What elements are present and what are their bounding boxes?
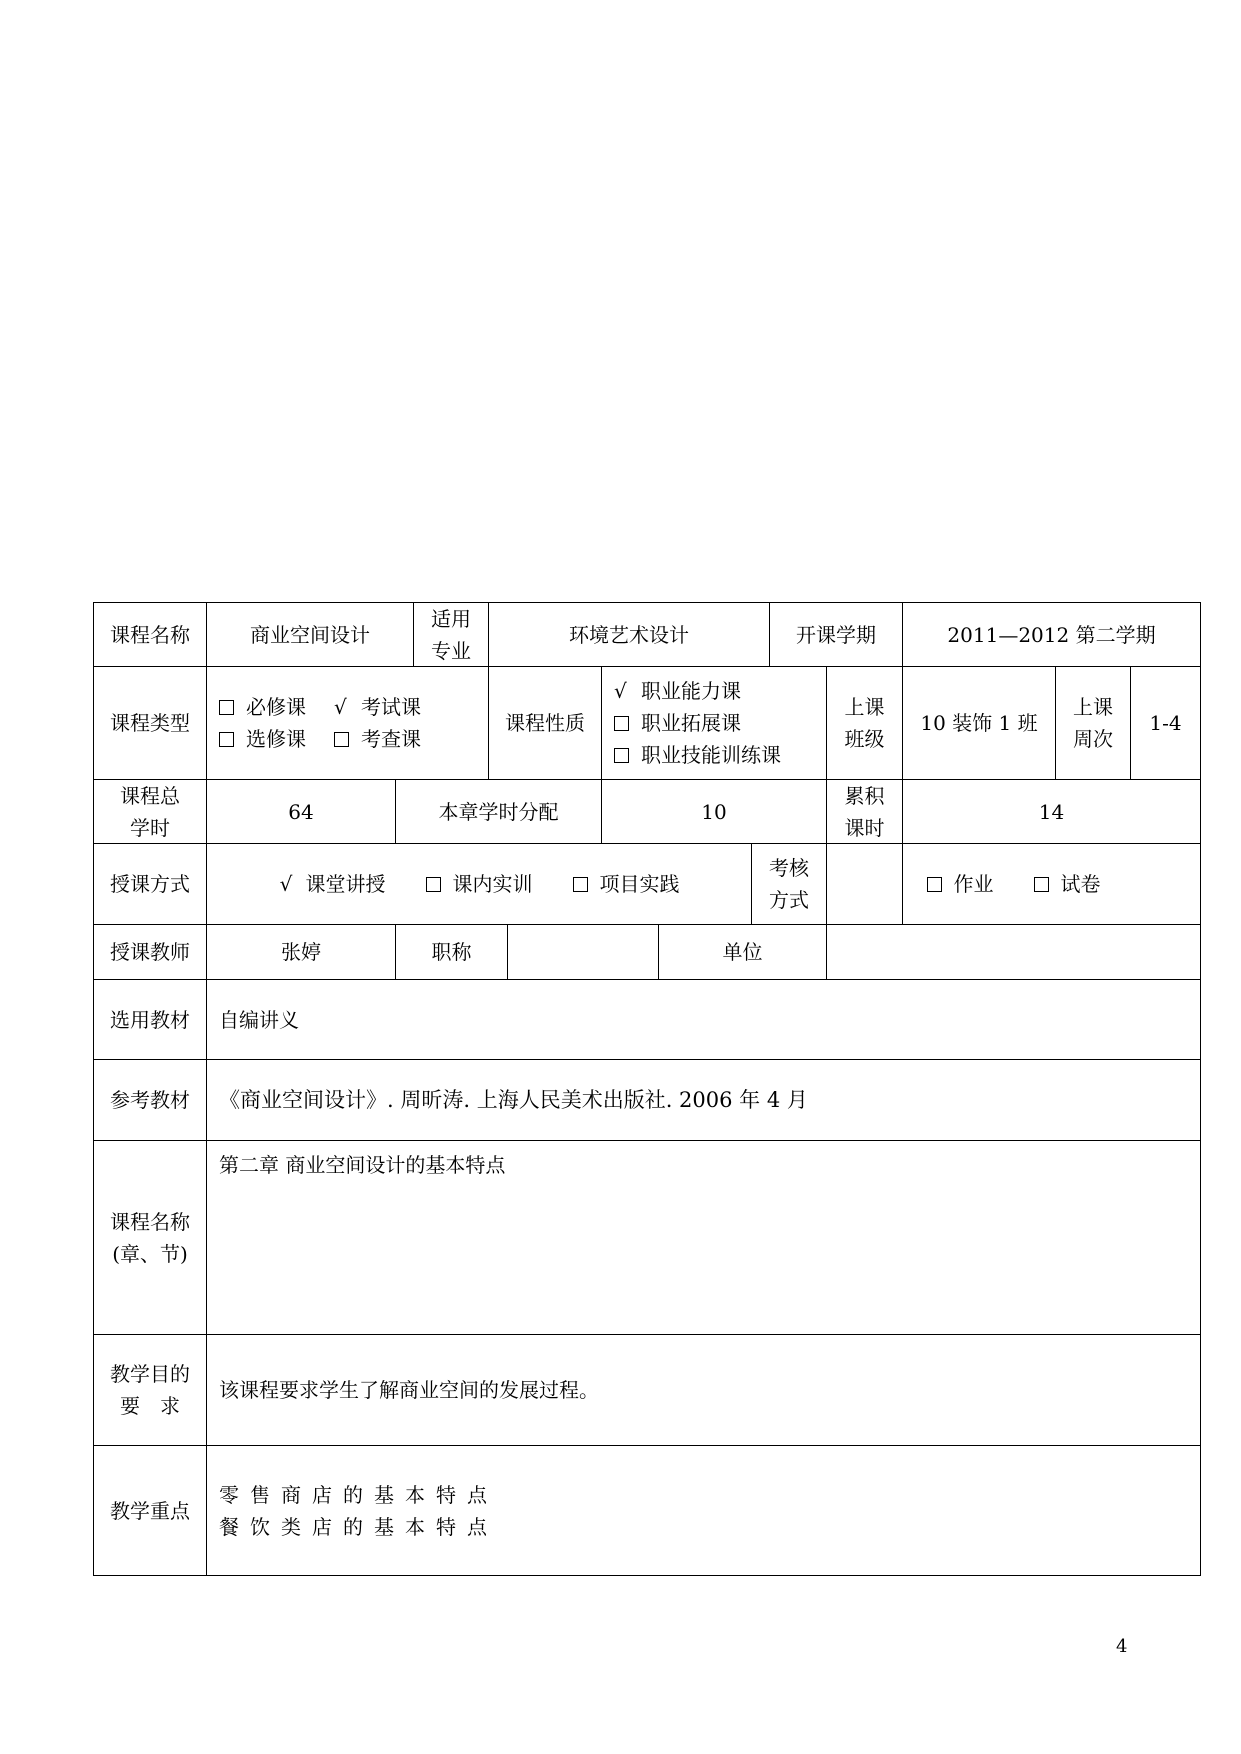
checkbox-empty-icon — [426, 877, 441, 892]
course-teaching-form — [93, 602, 1201, 1576]
checkmark-icon: √ — [614, 679, 627, 703]
course-nature-label: 课程性质 — [505, 711, 585, 735]
course-nature-option-skill-training[interactable]: 职业技能训练课 — [614, 739, 781, 771]
key-points-value — [207, 1446, 1200, 1575]
textbook-value: 自编讲义 — [219, 1007, 299, 1032]
course-type-option-exam[interactable]: √ 考试课 — [334, 691, 421, 723]
assessment-label: 考核方式 — [769, 856, 809, 912]
chapter-hours-label: 本章学时分配 — [438, 799, 559, 824]
total-hours-label: 课程总学时 — [120, 783, 180, 840]
course-type-label: 课程类型 — [110, 711, 190, 735]
key-point-item: 餐饮类店的基本特点 — [219, 1514, 498, 1539]
course-nature-options — [602, 667, 826, 779]
course-name-label: 课程名称 — [110, 622, 190, 647]
course-nature-option-expansion[interactable]: 职业拓展课 — [614, 707, 781, 739]
checkmark-icon: √ — [334, 695, 347, 719]
objective-label: 教学目的要 求 — [110, 1362, 190, 1418]
checkbox-empty-icon — [1034, 877, 1049, 892]
course-type-options — [207, 667, 488, 779]
checkmark-icon: √ — [279, 872, 293, 896]
teaching-method-option-project[interactable]: 项目实践 — [573, 868, 680, 900]
teacher-label: 授课教师 — [110, 940, 190, 964]
chapter-label: 课程名称(章、节) — [110, 1209, 190, 1266]
teaching-method-options — [207, 844, 751, 924]
class-label: 上课班级 — [844, 695, 885, 751]
course-nature-option-ability[interactable]: √ 职业能力课 — [614, 675, 781, 707]
teaching-method-option-practice[interactable]: 课内实训 — [426, 868, 533, 900]
total-hours-value: 64 — [288, 799, 314, 824]
checkbox-empty-icon — [219, 732, 234, 747]
course-name-value: 商业空间设计 — [250, 622, 370, 647]
class-value: 10 装饰 1 班 — [920, 711, 1038, 735]
unit-value[interactable] — [827, 925, 1200, 979]
cumulative-hours-label: 累积课时 — [844, 783, 885, 840]
key-points-label: 教学重点 — [110, 1498, 190, 1523]
unit-label: 单位 — [722, 940, 763, 964]
course-type-option-review[interactable]: 考查课 — [334, 723, 421, 755]
teaching-method-option-lecture[interactable]: √ 课堂讲授 — [279, 868, 386, 900]
chapter-hours-value: 10 — [701, 799, 727, 824]
semester-value: 2011—2012 第二学期 — [947, 622, 1156, 647]
assessment-option-homework[interactable]: 作业 — [927, 868, 994, 900]
reference-value: 《商业空间设计》. 周昕涛. 上海人民美术出版社. 2006 年 4 月 — [219, 1088, 808, 1112]
title-label: 职称 — [431, 940, 472, 964]
weeks-value: 1-4 — [1149, 711, 1182, 735]
assessment-options — [827, 844, 1200, 924]
course-type-option-elective[interactable]: 选修课 — [219, 723, 306, 755]
checkbox-empty-icon — [614, 716, 629, 731]
weeks-label: 上课周次 — [1073, 695, 1113, 751]
title-value[interactable] — [508, 925, 658, 979]
teacher-value: 张婷 — [281, 940, 321, 964]
checkbox-empty-icon — [614, 748, 629, 763]
page-number: 4 — [1116, 1636, 1128, 1657]
checkbox-empty-icon — [334, 732, 349, 747]
chapter-value: 第二章 商业空间设计的基本特点 — [219, 1153, 506, 1177]
checkbox-empty-icon — [219, 700, 234, 715]
checkbox-empty-icon — [927, 877, 942, 892]
course-type-option-required[interactable]: 必修课 — [219, 691, 306, 723]
checkbox-empty-icon — [573, 877, 588, 892]
key-point-item: 零售商店的基本特点 — [219, 1482, 498, 1507]
major-value: 环境艺术设计 — [569, 622, 689, 647]
assessment-option-exam-paper[interactable]: 试卷 — [1034, 868, 1101, 900]
objective-value: 该课程要求学生了解商业空间的发展过程。 — [219, 1378, 599, 1402]
reference-label: 参考教材 — [110, 1088, 190, 1112]
semester-label: 开课学期 — [796, 622, 876, 647]
textbook-label: 选用教材 — [110, 1007, 190, 1032]
cumulative-hours-value: 14 — [1038, 799, 1065, 824]
teaching-method-label: 授课方式 — [110, 872, 190, 896]
major-label: 适用专业 — [431, 606, 471, 663]
